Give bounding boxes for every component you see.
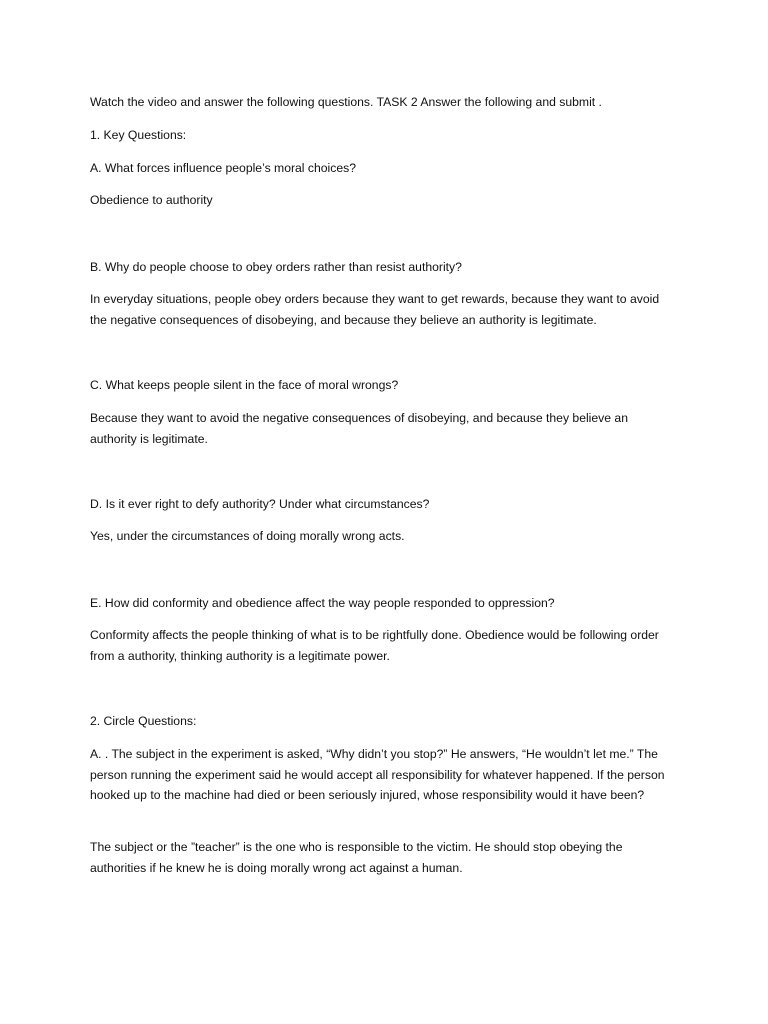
question-d: D. Is it ever right to defy authority? Under what circumstances? — [90, 497, 430, 511]
section-2-title: 2. Circle Questions: — [90, 714, 197, 728]
answer-a: Obedience to authority — [90, 193, 213, 207]
question-a: A. What forces influence people’s moral choices? — [90, 161, 357, 175]
question-c: C. What keeps people silent in the face of moral wrongs? — [90, 378, 399, 392]
question-2a: A. . The subject in the experiment is asked, “Why didn’t you stop?” He answers, “He wouldn’t let me.” The person running the experiment said he would accept all responsibility for whatever happened. If the person hooked up to the machine had died or been seriously injured, whose responsibility would it have been? — [90, 747, 665, 802]
answer-c: Because they want to avoid the negative consequences of disobeying, and because they believe an authority is legitimate. — [90, 411, 628, 446]
answer-b: In everyday situations, people obey orders because they want to get rewards, because they want to avoid the negative consequences of disobeying, and because they believe an authority is legitimate. — [90, 292, 660, 327]
question-b: B. Why do people choose to obey orders rather than resist authority? — [90, 260, 462, 274]
question-e: E. How did conformity and obedience affect the way people responded to oppression? — [90, 596, 555, 610]
section-1-title: 1. Key Questions: — [90, 128, 187, 142]
intro-text: Watch the video and answer the following questions. TASK 2 Answer the following and submit . — [90, 95, 602, 109]
answer-e: Conformity affects the people thinking of what is to be rightfully done. Obedience would be following order from a authority, thinking authority is a legitimate power. — [90, 628, 659, 663]
answer-2a: The subject or the ”teacher” is the one who is responsible to the victim. He should stop obeying the authorities if he knew he is doing morally wrong act against a human. — [90, 840, 623, 875]
answer-d: Yes, under the circumstances of doing morally wrong acts. — [90, 529, 405, 543]
